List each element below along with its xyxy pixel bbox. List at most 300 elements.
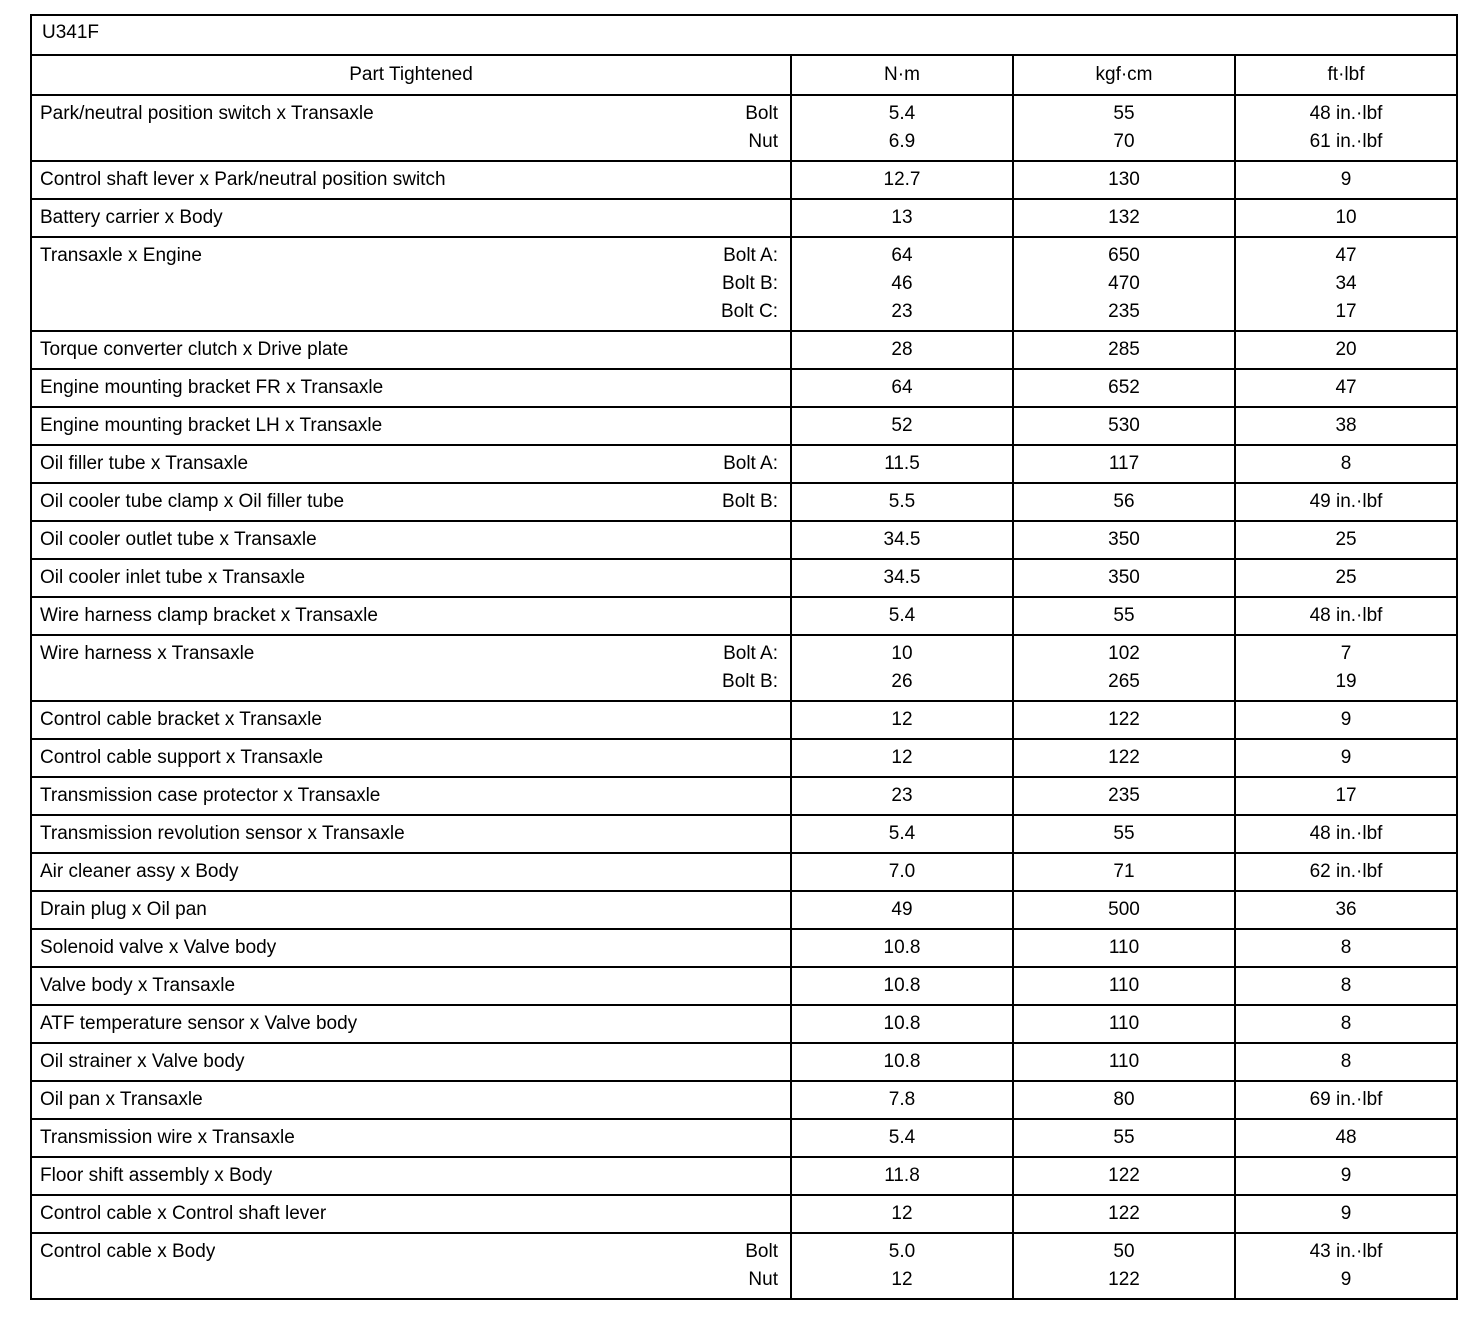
table-row	[31, 161, 1457, 199]
part-line	[40, 488, 780, 516]
table-row	[31, 967, 1457, 1005]
ftlbf-value-cell	[1235, 521, 1457, 559]
part-tightened-cell	[31, 237, 791, 331]
table-row	[31, 815, 1457, 853]
ftlbf-value: 25	[1335, 567, 1357, 588]
part-line	[40, 166, 780, 194]
kgf-value-cell	[1013, 95, 1235, 161]
nm-value-cell	[791, 891, 1013, 929]
kgf-value-cell	[1013, 1233, 1235, 1299]
ftlbf-value: 48 in.·lbf	[1309, 103, 1383, 124]
fastener-label: Bolt	[745, 1241, 778, 1262]
part-line	[40, 782, 780, 810]
ftlbf-value: 47	[1335, 245, 1357, 266]
nm-value: 10	[891, 643, 913, 664]
table-row	[31, 1195, 1457, 1233]
nm-value-cell	[791, 331, 1013, 369]
part-line	[40, 858, 780, 886]
part-tightened-cell	[31, 967, 791, 1005]
part-name: Oil cooler inlet tube x Transaxle	[40, 567, 306, 588]
nm-value-cell	[791, 739, 1013, 777]
fastener-label	[778, 526, 780, 554]
ftlbf-value-cell	[1235, 331, 1457, 369]
ftlbf-value-cell	[1235, 635, 1457, 701]
kgf-value: 350	[1108, 529, 1140, 550]
part-name: Air cleaner assy x Body	[40, 861, 239, 882]
part-name: Wire harness x Transaxle	[40, 643, 255, 664]
nm-value: 12	[891, 1203, 913, 1224]
table-row	[31, 521, 1457, 559]
part-name: Engine mounting bracket LH x Transaxle	[40, 415, 383, 436]
nm-value-cell	[791, 1157, 1013, 1195]
column-header-ftlbf: ft·lbf	[1235, 55, 1457, 95]
ftlbf-value: 36	[1335, 899, 1357, 920]
nm-value: 28	[891, 339, 913, 360]
nm-value-cell	[791, 161, 1013, 199]
kgf-value: 652	[1108, 377, 1140, 398]
part-line	[40, 374, 780, 402]
nm-value: 5.4	[888, 103, 916, 124]
nm-value: 49	[891, 899, 913, 920]
kgf-value: 71	[1113, 861, 1135, 882]
part-name: Wire harness clamp bracket x Transaxle	[40, 605, 378, 626]
kgf-value: 285	[1108, 339, 1140, 360]
kgf-value-cell	[1013, 853, 1235, 891]
part-name: Oil filler tube x Transaxle	[40, 453, 249, 474]
fastener-label	[778, 706, 780, 734]
fastener-label	[778, 744, 780, 772]
part-tightened-cell	[31, 1081, 791, 1119]
ftlbf-value: 38	[1335, 415, 1357, 436]
kgf-value-cell	[1013, 199, 1235, 237]
fastener-label: Bolt A:	[723, 245, 778, 266]
table-row	[31, 701, 1457, 739]
part-tightened-cell	[31, 1119, 791, 1157]
ftlbf-value-cell	[1235, 407, 1457, 445]
kgf-value: 110	[1108, 1013, 1140, 1034]
kgf-value-cell	[1013, 777, 1235, 815]
kgf-value: 122	[1108, 1269, 1140, 1290]
header-row	[31, 55, 1457, 95]
ftlbf-value-cell	[1235, 95, 1457, 161]
kgf-value-cell	[1013, 1081, 1235, 1119]
nm-value: 64	[891, 377, 913, 398]
kgf-value: 50	[1113, 1241, 1135, 1262]
fastener-label	[778, 1086, 780, 1114]
kgf-value-cell	[1013, 369, 1235, 407]
ftlbf-value-cell	[1235, 1195, 1457, 1233]
kgf-value: 130	[1108, 169, 1140, 190]
table-body	[31, 95, 1457, 1299]
part-tightened-cell	[31, 701, 791, 739]
kgf-value: 350	[1108, 567, 1140, 588]
kgf-value: 55	[1113, 1127, 1135, 1148]
nm-value: 52	[891, 415, 913, 436]
fastener-label	[778, 166, 780, 194]
ftlbf-value: 20	[1335, 339, 1357, 360]
fastener-label	[778, 336, 780, 364]
nm-value: 13	[891, 207, 913, 228]
fastener-label: Bolt	[745, 103, 778, 124]
part-tightened-cell	[31, 635, 791, 701]
nm-value-cell	[791, 597, 1013, 635]
part-line	[40, 1048, 780, 1076]
table-row	[31, 369, 1457, 407]
part-line	[40, 1162, 780, 1190]
nm-value-cell	[791, 95, 1013, 161]
part-line	[40, 1266, 780, 1294]
part-tightened-cell	[31, 777, 791, 815]
ftlbf-value: 34	[1335, 273, 1357, 294]
nm-value-cell	[791, 407, 1013, 445]
kgf-value-cell	[1013, 161, 1235, 199]
kgf-value: 55	[1113, 823, 1135, 844]
kgf-value-cell	[1013, 559, 1235, 597]
fastener-label	[778, 412, 780, 440]
ftlbf-value: 17	[1335, 785, 1357, 806]
part-line	[40, 450, 780, 478]
fastener-label: Bolt C:	[720, 301, 778, 322]
part-name: Control cable bracket x Transaxle	[40, 709, 322, 730]
part-name: Oil cooler tube clamp x Oil filler tube	[40, 491, 345, 512]
ftlbf-value: 9	[1340, 1203, 1352, 1224]
ftlbf-value: 8	[1340, 937, 1352, 958]
ftlbf-value-cell	[1235, 967, 1457, 1005]
part-name: Transaxle x Engine	[40, 245, 202, 266]
table-row	[31, 929, 1457, 967]
ftlbf-value: 9	[1340, 1269, 1352, 1290]
table-row	[31, 853, 1457, 891]
nm-value-cell	[791, 559, 1013, 597]
part-name: Park/neutral position switch x Transaxle	[40, 103, 374, 124]
kgf-value-cell	[1013, 445, 1235, 483]
part-tightened-cell	[31, 891, 791, 929]
kgf-value-cell	[1013, 929, 1235, 967]
nm-value-cell	[791, 369, 1013, 407]
part-name: Valve body x Transaxle	[40, 975, 236, 996]
nm-value-cell	[791, 483, 1013, 521]
nm-value: 34.5	[883, 529, 921, 550]
kgf-value: 122	[1108, 747, 1140, 768]
nm-value-cell	[791, 1081, 1013, 1119]
nm-value-cell	[791, 701, 1013, 739]
nm-value-cell	[791, 1233, 1013, 1299]
ftlbf-value: 7	[1340, 643, 1352, 664]
ftlbf-value-cell	[1235, 1157, 1457, 1195]
part-name: ATF temperature sensor x Valve body	[40, 1013, 358, 1034]
table-row	[31, 597, 1457, 635]
part-name: Control cable support x Transaxle	[40, 747, 324, 768]
nm-value-cell	[791, 199, 1013, 237]
ftlbf-value: 48 in.·lbf	[1309, 823, 1383, 844]
fastener-label: Bolt B:	[722, 273, 778, 294]
kgf-value: 235	[1108, 301, 1140, 322]
kgf-value: 80	[1113, 1089, 1135, 1110]
nm-value: 10.8	[883, 1051, 921, 1072]
ftlbf-value: 61 in.·lbf	[1309, 131, 1383, 152]
kgf-value-cell	[1013, 331, 1235, 369]
fastener-label	[778, 782, 780, 810]
part-tightened-cell	[31, 559, 791, 597]
torque-spec-table	[30, 14, 1458, 1300]
table-row	[31, 1157, 1457, 1195]
nm-value-cell	[791, 445, 1013, 483]
part-tightened-cell	[31, 369, 791, 407]
part-tightened-cell	[31, 407, 791, 445]
nm-value-cell	[791, 521, 1013, 559]
ftlbf-value-cell	[1235, 199, 1457, 237]
ftlbf-value-cell	[1235, 483, 1457, 521]
part-name: Oil pan x Transaxle	[40, 1089, 203, 1110]
column-header-nm: N·m	[791, 55, 1013, 95]
table-row	[31, 1043, 1457, 1081]
part-name: Control cable x Body	[40, 1241, 216, 1262]
kgf-value-cell	[1013, 483, 1235, 521]
kgf-value-cell	[1013, 597, 1235, 635]
part-tightened-cell	[31, 929, 791, 967]
part-line	[40, 1238, 780, 1266]
ftlbf-value-cell	[1235, 1081, 1457, 1119]
kgf-value-cell	[1013, 891, 1235, 929]
part-name: Control shaft lever x Park/neutral position switch	[40, 169, 446, 190]
kgf-value: 265	[1108, 671, 1140, 692]
part-line	[40, 242, 780, 270]
nm-value: 5.4	[888, 1127, 916, 1148]
ftlbf-value-cell	[1235, 929, 1457, 967]
ftlbf-value-cell	[1235, 559, 1457, 597]
nm-value: 7.8	[888, 1089, 916, 1110]
kgf-value-cell	[1013, 237, 1235, 331]
nm-value-cell	[791, 635, 1013, 701]
part-name: Torque converter clutch x Drive plate	[40, 339, 349, 360]
part-line	[40, 526, 780, 554]
table-row	[31, 891, 1457, 929]
nm-value: 10.8	[883, 1013, 921, 1034]
nm-value-cell	[791, 967, 1013, 1005]
table-row	[31, 331, 1457, 369]
kgf-value-cell	[1013, 967, 1235, 1005]
part-line	[40, 1124, 780, 1152]
fastener-label	[778, 934, 780, 962]
kgf-value: 500	[1108, 899, 1140, 920]
part-name: Transmission wire x Transaxle	[40, 1127, 295, 1148]
ftlbf-value: 8	[1340, 1013, 1352, 1034]
part-name: Oil strainer x Valve body	[40, 1051, 245, 1072]
part-line	[40, 100, 780, 128]
kgf-value: 530	[1108, 415, 1140, 436]
fastener-label	[778, 1162, 780, 1190]
table-row	[31, 199, 1457, 237]
table-row	[31, 635, 1457, 701]
kgf-value-cell	[1013, 407, 1235, 445]
table-row	[31, 1081, 1457, 1119]
part-line	[40, 706, 780, 734]
kgf-value-cell	[1013, 1005, 1235, 1043]
part-tightened-cell	[31, 815, 791, 853]
part-line	[40, 1086, 780, 1114]
kgf-value: 55	[1113, 605, 1135, 626]
ftlbf-value: 17	[1335, 301, 1357, 322]
fastener-label: Bolt B:	[722, 491, 778, 512]
nm-value: 10.8	[883, 937, 921, 958]
kgf-value: 132	[1108, 207, 1140, 228]
ftlbf-value-cell	[1235, 1043, 1457, 1081]
ftlbf-value-cell	[1235, 1119, 1457, 1157]
column-header-kgfcm: kgf·cm	[1013, 55, 1235, 95]
ftlbf-value-cell	[1235, 701, 1457, 739]
table-row	[31, 559, 1457, 597]
part-tightened-cell	[31, 1157, 791, 1195]
part-tightened-cell	[31, 445, 791, 483]
ftlbf-value: 9	[1340, 1165, 1352, 1186]
kgf-value-cell	[1013, 635, 1235, 701]
table-row	[31, 407, 1457, 445]
fastener-label	[778, 204, 780, 232]
kgf-value: 110	[1108, 1051, 1140, 1072]
fastener-label	[778, 1124, 780, 1152]
fastener-label	[778, 564, 780, 592]
nm-value-cell	[791, 815, 1013, 853]
nm-value: 12	[891, 747, 913, 768]
ftlbf-value: 47	[1335, 377, 1357, 398]
kgf-value-cell	[1013, 815, 1235, 853]
fastener-label	[778, 602, 780, 630]
nm-value: 34.5	[883, 567, 921, 588]
ftlbf-value-cell	[1235, 739, 1457, 777]
part-tightened-cell	[31, 1195, 791, 1233]
ftlbf-value: 8	[1340, 1051, 1352, 1072]
ftlbf-value: 19	[1335, 671, 1357, 692]
ftlbf-value: 10	[1335, 207, 1357, 228]
ftlbf-value: 9	[1340, 747, 1352, 768]
kgf-value-cell	[1013, 739, 1235, 777]
nm-value: 10.8	[883, 975, 921, 996]
ftlbf-value: 9	[1340, 709, 1352, 730]
part-line	[40, 412, 780, 440]
ftlbf-value: 48	[1335, 1127, 1357, 1148]
nm-value: 12	[891, 1269, 913, 1290]
part-name: Floor shift assembly x Body	[40, 1165, 273, 1186]
part-name: Battery carrier x Body	[40, 207, 223, 228]
part-tightened-cell	[31, 597, 791, 635]
kgf-value: 55	[1113, 103, 1135, 124]
table-row	[31, 777, 1457, 815]
fastener-label	[778, 1010, 780, 1038]
nm-value: 23	[891, 301, 913, 322]
kgf-value: 117	[1108, 453, 1140, 474]
kgf-value-cell	[1013, 1195, 1235, 1233]
part-name: Engine mounting bracket FR x Transaxle	[40, 377, 384, 398]
fastener-label	[778, 374, 780, 402]
nm-value-cell	[791, 237, 1013, 331]
part-line	[40, 820, 780, 848]
ftlbf-value: 69 in.·lbf	[1309, 1089, 1383, 1110]
table-title: U341F	[31, 15, 1457, 55]
fastener-label	[778, 1048, 780, 1076]
part-line	[40, 602, 780, 630]
fastener-label	[778, 820, 780, 848]
ftlbf-value: 9	[1340, 169, 1352, 190]
part-tightened-cell	[31, 199, 791, 237]
nm-value: 12.7	[883, 169, 921, 190]
ftlbf-value-cell	[1235, 1005, 1457, 1043]
kgf-value: 650	[1108, 245, 1140, 266]
part-tightened-cell	[31, 483, 791, 521]
table-row	[31, 1233, 1457, 1299]
kgf-value-cell	[1013, 1119, 1235, 1157]
table-row	[31, 1005, 1457, 1043]
ftlbf-value-cell	[1235, 853, 1457, 891]
ftlbf-value-cell	[1235, 237, 1457, 331]
fastener-label: Bolt A:	[723, 453, 778, 474]
ftlbf-value: 8	[1340, 975, 1352, 996]
nm-value-cell	[791, 1119, 1013, 1157]
nm-value: 7.0	[888, 861, 916, 882]
part-tightened-cell	[31, 331, 791, 369]
nm-value: 5.4	[888, 605, 916, 626]
kgf-value: 470	[1108, 273, 1140, 294]
part-tightened-cell	[31, 739, 791, 777]
ftlbf-value-cell	[1235, 597, 1457, 635]
kgf-value-cell	[1013, 1043, 1235, 1081]
ftlbf-value-cell	[1235, 445, 1457, 483]
nm-value: 12	[891, 709, 913, 730]
ftlbf-value-cell	[1235, 891, 1457, 929]
part-line	[40, 934, 780, 962]
kgf-value: 70	[1113, 131, 1135, 152]
table-row	[31, 237, 1457, 331]
title-row	[31, 15, 1457, 55]
ftlbf-value: 8	[1340, 453, 1352, 474]
nm-value-cell	[791, 1195, 1013, 1233]
nm-value: 64	[891, 245, 913, 266]
part-line	[40, 128, 780, 156]
ftlbf-value: 49 in.·lbf	[1309, 491, 1383, 512]
part-name: Drain plug x Oil pan	[40, 899, 207, 920]
part-name: Solenoid valve x Valve body	[40, 937, 277, 958]
table-row	[31, 95, 1457, 161]
fastener-label: Bolt A:	[723, 643, 778, 664]
fastener-label: Nut	[748, 1269, 778, 1290]
table-row	[31, 483, 1457, 521]
ftlbf-value: 48 in.·lbf	[1309, 605, 1383, 626]
ftlbf-value: 43 in.·lbf	[1309, 1241, 1383, 1262]
nm-value-cell	[791, 929, 1013, 967]
part-line	[40, 1010, 780, 1038]
nm-value: 46	[891, 273, 913, 294]
kgf-value: 102	[1108, 643, 1140, 664]
part-line	[40, 640, 780, 668]
nm-value-cell	[791, 1043, 1013, 1081]
fastener-label	[778, 1200, 780, 1228]
kgf-value-cell	[1013, 1157, 1235, 1195]
part-line	[40, 668, 780, 696]
column-header-part-tightened: Part Tightened	[31, 55, 791, 95]
part-name: Transmission revolution sensor x Transaxle	[40, 823, 405, 844]
nm-value-cell	[791, 1005, 1013, 1043]
part-tightened-cell	[31, 853, 791, 891]
part-name: Control cable x Control shaft lever	[40, 1203, 327, 1224]
part-name: Transmission case protector x Transaxle	[40, 785, 381, 806]
part-line	[40, 204, 780, 232]
ftlbf-value: 25	[1335, 529, 1357, 550]
ftlbf-value-cell	[1235, 1233, 1457, 1299]
table-row	[31, 1119, 1457, 1157]
nm-value: 11.5	[884, 453, 920, 474]
part-name: Oil cooler outlet tube x Transaxle	[40, 529, 317, 550]
part-line	[40, 1200, 780, 1228]
part-tightened-cell	[31, 1043, 791, 1081]
